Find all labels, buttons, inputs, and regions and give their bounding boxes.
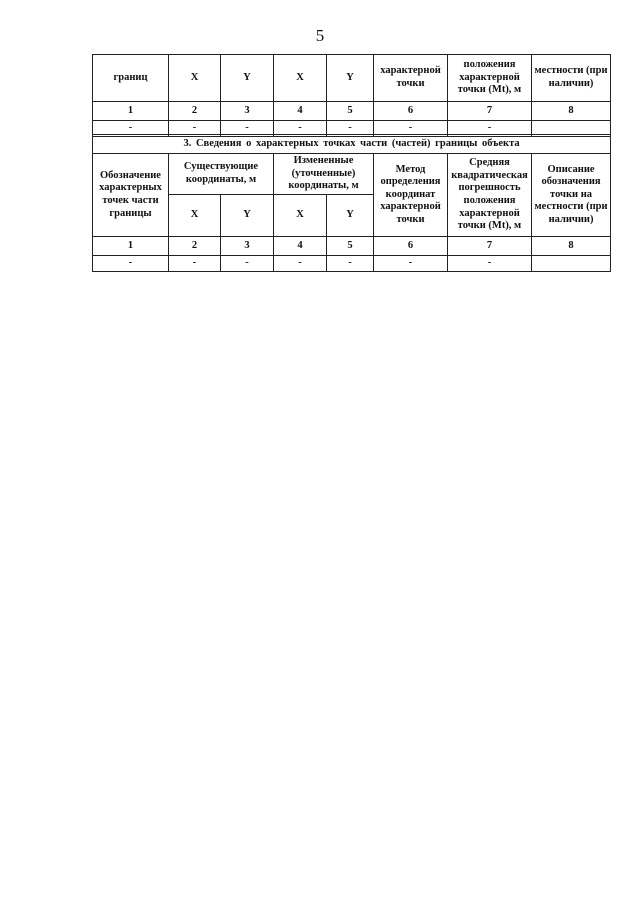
table1-header-cell: местности (при наличии) bbox=[532, 55, 611, 102]
table2-number-cell: 6 bbox=[374, 237, 448, 256]
page-number: 5 bbox=[315, 26, 325, 45]
table2-data-cell: - bbox=[93, 256, 169, 272]
points-table-continuation bbox=[92, 54, 611, 137]
table1-data-cell: - bbox=[327, 121, 374, 137]
table1-header-cell: границ bbox=[93, 55, 169, 102]
table1-number-cell: 6 bbox=[374, 102, 448, 121]
table1-number-cell: 1 bbox=[93, 102, 169, 121]
table2-data-cell: - bbox=[448, 256, 532, 272]
table1-header-row bbox=[93, 55, 611, 102]
table2-data-cell: - bbox=[221, 256, 274, 272]
existing-coordinates-header: Существующие координаты, м bbox=[169, 154, 274, 195]
table2-header-row bbox=[93, 154, 611, 195]
description-header: Описание обозначения точки на местности (при наличии) bbox=[532, 154, 611, 237]
table2-data-cell bbox=[532, 256, 611, 272]
existing-y-header: Y bbox=[221, 195, 274, 237]
table1-header-cell: X bbox=[274, 55, 327, 102]
changed-x-header: X bbox=[274, 195, 327, 237]
method-header: Метод определения координат характерной точки bbox=[374, 154, 448, 237]
table1-header-cell: Y bbox=[327, 55, 374, 102]
table2-data-cell: - bbox=[169, 256, 221, 272]
table1-header-cell: X bbox=[169, 55, 221, 102]
table1-header-cell: положения характерной точки (Mt), м bbox=[448, 55, 532, 102]
existing-x-header: X bbox=[169, 195, 221, 237]
table1-number-cell: 4 bbox=[274, 102, 327, 121]
table1-number-cell: 8 bbox=[532, 102, 611, 121]
table2-number-cell: 5 bbox=[327, 237, 374, 256]
table2-number-cell: 8 bbox=[532, 237, 611, 256]
table1-number-cell: 5 bbox=[327, 102, 374, 121]
section-title: 3. Сведения о характерных точках части (частей) границы объекта bbox=[93, 135, 611, 154]
table1-data-cell: - bbox=[448, 121, 532, 137]
changed-coordinates-header: Измененные (уточненные) координаты, м bbox=[274, 154, 374, 195]
table2-data-cell: - bbox=[374, 256, 448, 272]
table2-number-cell: 3 bbox=[221, 237, 274, 256]
table1-number-row bbox=[93, 102, 611, 121]
table1-data-cell: - bbox=[374, 121, 448, 137]
table1-header-cell: характерной точки bbox=[374, 55, 448, 102]
changed-y-header: Y bbox=[327, 195, 374, 237]
table2-data-cell: - bbox=[327, 256, 374, 272]
table2-number-cell: 2 bbox=[169, 237, 221, 256]
table1-number-cell: 3 bbox=[221, 102, 274, 121]
table1-number-cell: 7 bbox=[448, 102, 532, 121]
table1-data-cell: - bbox=[274, 121, 327, 137]
table2-data-row bbox=[93, 256, 611, 272]
table2-data-cell: - bbox=[274, 256, 327, 272]
part-boundary-points-table bbox=[92, 134, 611, 272]
table1-number-cell: 2 bbox=[169, 102, 221, 121]
table1-data-cell: - bbox=[93, 121, 169, 137]
table2-number-row bbox=[93, 237, 611, 256]
error-header: Средняя квадратическая погрешность положения характерной точки (Mt), м bbox=[448, 154, 532, 237]
table1-data-cell: - bbox=[169, 121, 221, 137]
table2-number-cell: 4 bbox=[274, 237, 327, 256]
table2-number-cell: 1 bbox=[93, 237, 169, 256]
table1-header-cell: Y bbox=[221, 55, 274, 102]
point-designation-header: Обозначение характерных точек части границы bbox=[93, 154, 169, 237]
table2-number-cell: 7 bbox=[448, 237, 532, 256]
table1-data-cell: - bbox=[221, 121, 274, 137]
section-title-row bbox=[93, 135, 611, 154]
